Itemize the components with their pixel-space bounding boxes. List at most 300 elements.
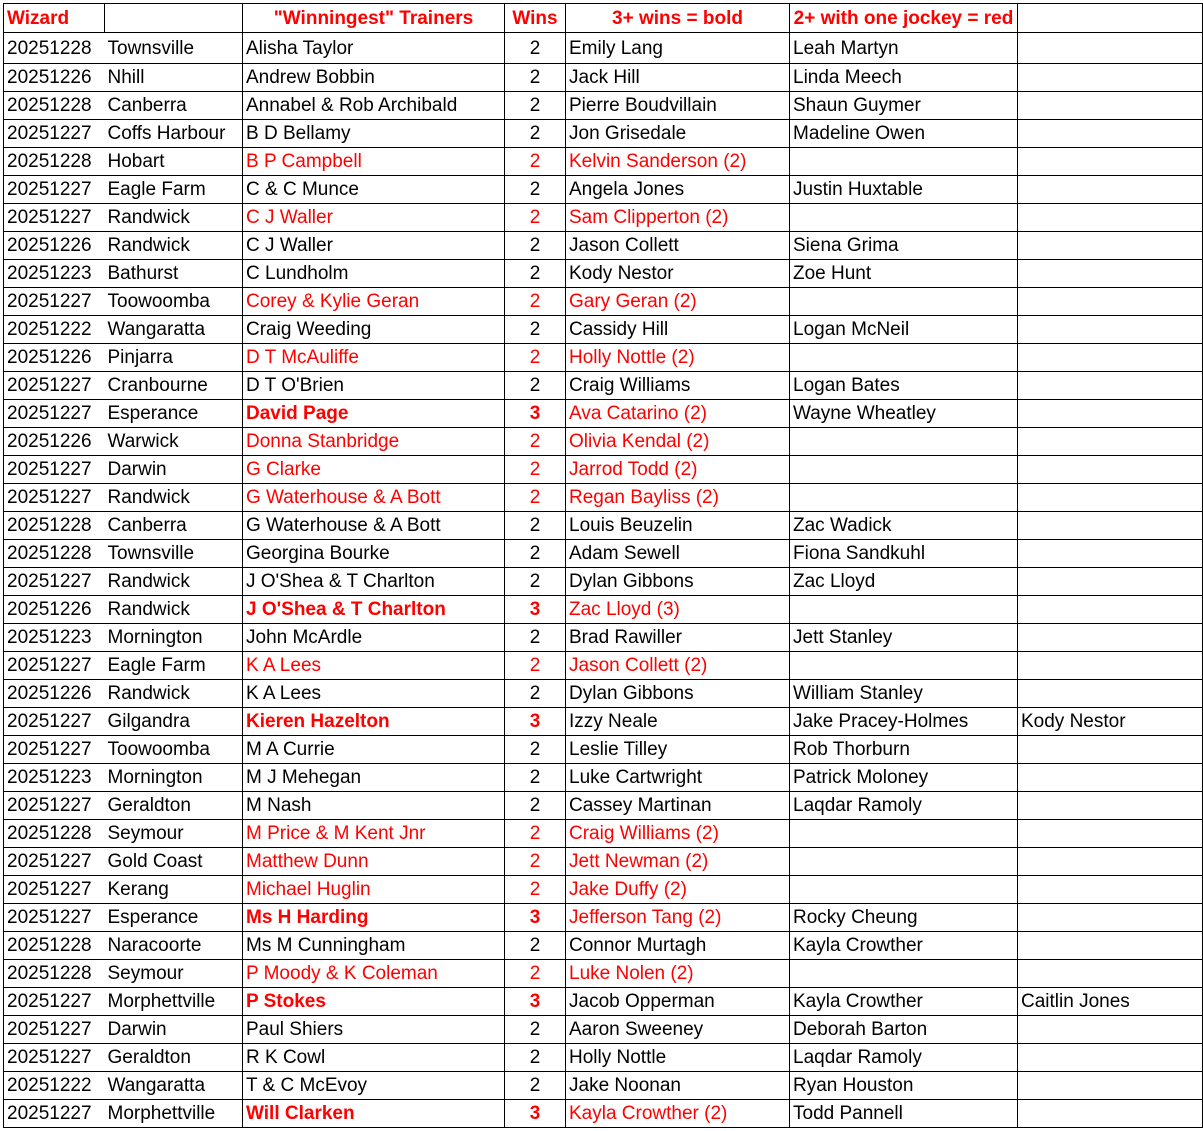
wins-cell: 3	[505, 596, 566, 624]
table-row	[4, 64, 1203, 92]
trainer-cell: Craig Weeding	[243, 316, 505, 344]
wins-cell: 3	[505, 904, 566, 932]
jockey-1-cell: Emily Lang	[566, 33, 790, 64]
date-cell: 20251227	[4, 876, 105, 904]
date-cell: 20251223	[4, 260, 105, 288]
trainer-cell: Ms M Cunningham	[243, 932, 505, 960]
track-cell: Pinjarra	[105, 344, 243, 372]
track-cell: Randwick	[105, 680, 243, 708]
jockey-1-cell: Jake Duffy (2)	[566, 876, 790, 904]
header-trainers: "Winningest" Trainers	[243, 4, 505, 33]
date-cell: 20251222	[4, 1072, 105, 1100]
jockey-1-cell: Olivia Kendal (2)	[566, 428, 790, 456]
jockey-2-cell: Ryan Houston	[790, 1072, 1018, 1100]
jockey-3-cell	[1018, 848, 1203, 876]
wins-cell: 2	[505, 64, 566, 92]
jockey-3-cell	[1018, 736, 1203, 764]
wins-cell: 2	[505, 820, 566, 848]
jockey-1-cell: Jake Noonan	[566, 1072, 790, 1100]
header-red-rule: 2+ with one jockey = red	[790, 4, 1018, 33]
date-cell: 20251227	[4, 176, 105, 204]
trainer-cell: Donna Stanbridge	[243, 428, 505, 456]
header-wizard: Wizard	[4, 4, 105, 33]
jockey-3-cell	[1018, 568, 1203, 596]
jockey-2-cell	[790, 456, 1018, 484]
wins-cell: 2	[505, 148, 566, 176]
date-cell: 20251223	[4, 764, 105, 792]
jockey-2-cell: Laqdar Ramoly	[790, 792, 1018, 820]
track-cell: Darwin	[105, 456, 243, 484]
table-row	[4, 232, 1203, 260]
jockey-3-cell	[1018, 1072, 1203, 1100]
trainer-cell: K A Lees	[243, 680, 505, 708]
jockey-1-cell: Jon Grisedale	[566, 120, 790, 148]
date-cell: 20251223	[4, 624, 105, 652]
track-cell: Morphettville	[105, 988, 243, 1016]
track-cell: Cranbourne	[105, 372, 243, 400]
jockey-3-cell	[1018, 344, 1203, 372]
date-cell: 20251227	[4, 204, 105, 232]
track-cell: Wangaratta	[105, 316, 243, 344]
jockey-2-cell: Logan Bates	[790, 372, 1018, 400]
table-row	[4, 400, 1203, 428]
wins-cell: 2	[505, 428, 566, 456]
jockey-3-cell	[1018, 1044, 1203, 1072]
table-row	[4, 960, 1203, 988]
date-cell: 20251228	[4, 92, 105, 120]
table-row	[4, 1016, 1203, 1044]
jockey-2-cell: Madeline Owen	[790, 120, 1018, 148]
wins-cell: 2	[505, 960, 566, 988]
wins-cell: 3	[505, 1100, 566, 1128]
trainer-cell: G Waterhouse & A Bott	[243, 512, 505, 540]
trainer-cell: M Price & M Kent Jnr	[243, 820, 505, 848]
track-cell: Randwick	[105, 568, 243, 596]
table-row	[4, 120, 1203, 148]
jockey-1-cell: Holly Nottle (2)	[566, 344, 790, 372]
date-cell: 20251227	[4, 372, 105, 400]
table-row	[4, 148, 1203, 176]
jockey-3-cell	[1018, 1100, 1203, 1128]
trainer-cell: M J Mehegan	[243, 764, 505, 792]
track-cell: Bathurst	[105, 260, 243, 288]
table-row	[4, 792, 1203, 820]
date-cell: 20251226	[4, 680, 105, 708]
track-cell: Esperance	[105, 904, 243, 932]
wins-cell: 2	[505, 232, 566, 260]
track-cell: Darwin	[105, 1016, 243, 1044]
date-cell: 20251228	[4, 148, 105, 176]
wins-cell: 2	[505, 372, 566, 400]
table-row	[4, 288, 1203, 316]
table-row	[4, 456, 1203, 484]
track-cell: Kerang	[105, 876, 243, 904]
track-cell: Gold Coast	[105, 848, 243, 876]
trainer-cell: M A Currie	[243, 736, 505, 764]
track-cell: Randwick	[105, 484, 243, 512]
date-cell: 20251228	[4, 512, 105, 540]
date-cell: 20251226	[4, 64, 105, 92]
table-row	[4, 904, 1203, 932]
wins-cell: 2	[505, 1016, 566, 1044]
jockey-1-cell: Cassey Martinan	[566, 792, 790, 820]
wins-cell: 3	[505, 400, 566, 428]
jockey-3-cell	[1018, 92, 1203, 120]
track-cell: Randwick	[105, 232, 243, 260]
trainer-cell: Matthew Dunn	[243, 848, 505, 876]
jockey-1-cell: Regan Bayliss (2)	[566, 484, 790, 512]
trainer-cell: D T O'Brien	[243, 372, 505, 400]
jockey-1-cell: Pierre Boudvillain	[566, 92, 790, 120]
table-row	[4, 92, 1203, 120]
jockey-2-cell: Siena Grima	[790, 232, 1018, 260]
jockey-3-cell	[1018, 260, 1203, 288]
jockey-2-cell	[790, 848, 1018, 876]
jockey-2-cell: Jett Stanley	[790, 624, 1018, 652]
wins-cell: 2	[505, 568, 566, 596]
header-wins: Wins	[505, 4, 566, 33]
jockey-3-cell: Kody Nestor	[1018, 708, 1203, 736]
table-row	[4, 33, 1203, 64]
wins-cell: 2	[505, 288, 566, 316]
jockey-1-cell: Cassidy Hill	[566, 316, 790, 344]
jockey-1-cell: Sam Clipperton (2)	[566, 204, 790, 232]
date-cell: 20251226	[4, 344, 105, 372]
date-cell: 20251227	[4, 120, 105, 148]
wins-cell: 2	[505, 120, 566, 148]
date-cell: 20251228	[4, 960, 105, 988]
jockey-2-cell	[790, 820, 1018, 848]
jockey-3-cell	[1018, 428, 1203, 456]
table-row	[4, 876, 1203, 904]
table-row	[4, 568, 1203, 596]
jockey-3-cell: Caitlin Jones	[1018, 988, 1203, 1016]
trainer-cell: David Page	[243, 400, 505, 428]
wins-cell: 2	[505, 512, 566, 540]
jockey-1-cell: Dylan Gibbons	[566, 680, 790, 708]
jockey-2-cell: William Stanley	[790, 680, 1018, 708]
wins-cell: 2	[505, 932, 566, 960]
date-cell: 20251227	[4, 1016, 105, 1044]
trainer-cell: Ms H Harding	[243, 904, 505, 932]
track-cell: Coffs Harbour	[105, 120, 243, 148]
jockey-2-cell: Leah Martyn	[790, 33, 1018, 64]
trainer-cell: J O'Shea & T Charlton	[243, 568, 505, 596]
jockey-3-cell	[1018, 372, 1203, 400]
trainer-cell: P Stokes	[243, 988, 505, 1016]
jockey-2-cell: Rocky Cheung	[790, 904, 1018, 932]
jockey-2-cell: Kayla Crowther	[790, 932, 1018, 960]
jockey-1-cell: Jack Hill	[566, 64, 790, 92]
track-cell: Townsville	[105, 33, 243, 64]
trainer-cell: C Lundholm	[243, 260, 505, 288]
table-row	[4, 932, 1203, 960]
table-row	[4, 680, 1203, 708]
table-row	[4, 260, 1203, 288]
jockey-2-cell	[790, 484, 1018, 512]
table-row	[4, 1100, 1203, 1128]
trainer-cell: B D Bellamy	[243, 120, 505, 148]
trainer-cell: Annabel & Rob Archibald	[243, 92, 505, 120]
track-cell: Warwick	[105, 428, 243, 456]
trainer-cell: G Clarke	[243, 456, 505, 484]
trainer-cell: Michael Huglin	[243, 876, 505, 904]
track-cell: Geraldton	[105, 792, 243, 820]
wins-cell: 2	[505, 344, 566, 372]
jockey-1-cell: Gary Geran (2)	[566, 288, 790, 316]
header-row	[4, 4, 1203, 33]
date-cell: 20251226	[4, 232, 105, 260]
date-cell: 20251227	[4, 1100, 105, 1128]
date-cell: 20251227	[4, 288, 105, 316]
table-row	[4, 848, 1203, 876]
date-cell: 20251227	[4, 484, 105, 512]
wins-cell: 2	[505, 736, 566, 764]
jockey-2-cell: Linda Meech	[790, 64, 1018, 92]
jockey-2-cell	[790, 876, 1018, 904]
table-row	[4, 344, 1203, 372]
jockey-2-cell: Wayne Wheatley	[790, 400, 1018, 428]
jockey-1-cell: Kayla Crowther (2)	[566, 1100, 790, 1128]
jockey-3-cell	[1018, 64, 1203, 92]
trainer-cell: G Waterhouse & A Bott	[243, 484, 505, 512]
table-row	[4, 540, 1203, 568]
date-cell: 20251227	[4, 568, 105, 596]
jockey-1-cell: Louis Beuzelin	[566, 512, 790, 540]
date-cell: 20251227	[4, 456, 105, 484]
wins-cell: 2	[505, 792, 566, 820]
track-cell: Hobart	[105, 148, 243, 176]
trainer-cell: D T McAuliffe	[243, 344, 505, 372]
jockey-2-cell: Todd Pannell	[790, 1100, 1018, 1128]
date-cell: 20251226	[4, 428, 105, 456]
jockey-3-cell	[1018, 176, 1203, 204]
date-cell: 20251227	[4, 904, 105, 932]
track-cell: Townsville	[105, 540, 243, 568]
jockey-2-cell: Zac Lloyd	[790, 568, 1018, 596]
date-cell: 20251226	[4, 596, 105, 624]
track-cell: Mornington	[105, 764, 243, 792]
trainer-cell: C J Waller	[243, 232, 505, 260]
jockey-1-cell: Jason Collett (2)	[566, 652, 790, 680]
winningest-trainers-table	[3, 3, 1203, 1128]
track-cell: Toowoomba	[105, 288, 243, 316]
trainer-cell: R K Cowl	[243, 1044, 505, 1072]
jockey-1-cell: Craig Williams (2)	[566, 820, 790, 848]
table-row	[4, 512, 1203, 540]
table-row	[4, 652, 1203, 680]
jockey-3-cell	[1018, 204, 1203, 232]
jockey-1-cell: Luke Cartwright	[566, 764, 790, 792]
jockey-3-cell	[1018, 932, 1203, 960]
date-cell: 20251228	[4, 540, 105, 568]
jockey-2-cell: Justin Huxtable	[790, 176, 1018, 204]
jockey-3-cell	[1018, 33, 1203, 64]
track-cell: Nhill	[105, 64, 243, 92]
jockey-2-cell	[790, 288, 1018, 316]
track-cell: Canberra	[105, 512, 243, 540]
track-cell: Gilgandra	[105, 708, 243, 736]
track-cell: Geraldton	[105, 1044, 243, 1072]
jockey-3-cell	[1018, 820, 1203, 848]
track-cell: Wangaratta	[105, 1072, 243, 1100]
jockey-1-cell: Adam Sewell	[566, 540, 790, 568]
jockey-3-cell	[1018, 148, 1203, 176]
track-cell: Toowoomba	[105, 736, 243, 764]
jockey-3-cell	[1018, 764, 1203, 792]
date-cell: 20251227	[4, 988, 105, 1016]
jockey-3-cell	[1018, 316, 1203, 344]
date-cell: 20251227	[4, 708, 105, 736]
date-cell: 20251227	[4, 400, 105, 428]
wins-cell: 2	[505, 624, 566, 652]
jockey-2-cell	[790, 428, 1018, 456]
jockey-3-cell	[1018, 400, 1203, 428]
table-row	[4, 596, 1203, 624]
table-row	[4, 316, 1203, 344]
jockey-3-cell	[1018, 792, 1203, 820]
jockey-2-cell	[790, 960, 1018, 988]
jockey-2-cell: Rob Thorburn	[790, 736, 1018, 764]
jockey-1-cell: Brad Rawiller	[566, 624, 790, 652]
date-cell: 20251228	[4, 33, 105, 64]
trainer-cell: Andrew Bobbin	[243, 64, 505, 92]
jockey-2-cell: Logan McNeil	[790, 316, 1018, 344]
trainer-cell: Alisha Taylor	[243, 33, 505, 64]
trainer-cell: B P Campbell	[243, 148, 505, 176]
trainer-cell: C J Waller	[243, 204, 505, 232]
trainer-cell: M Nash	[243, 792, 505, 820]
wins-cell: 2	[505, 1044, 566, 1072]
track-cell: Naracoorte	[105, 932, 243, 960]
date-cell: 20251227	[4, 848, 105, 876]
track-cell: Seymour	[105, 820, 243, 848]
jockey-1-cell: Leslie Tilley	[566, 736, 790, 764]
jockey-3-cell	[1018, 596, 1203, 624]
header-bold-rule: 3+ wins = bold	[566, 4, 790, 33]
jockey-2-cell	[790, 148, 1018, 176]
jockey-2-cell: Patrick Moloney	[790, 764, 1018, 792]
track-cell: Seymour	[105, 960, 243, 988]
jockey-1-cell: Holly Nottle	[566, 1044, 790, 1072]
header-blank	[105, 4, 243, 33]
jockey-2-cell: Fiona Sandkuhl	[790, 540, 1018, 568]
trainer-cell: Georgina Bourke	[243, 540, 505, 568]
jockey-2-cell: Shaun Guymer	[790, 92, 1018, 120]
trainer-cell: Paul Shiers	[243, 1016, 505, 1044]
wins-cell: 2	[505, 92, 566, 120]
trainer-cell: Will Clarken	[243, 1100, 505, 1128]
wins-cell: 2	[505, 176, 566, 204]
date-cell: 20251227	[4, 1044, 105, 1072]
jockey-1-cell: Luke Nolen (2)	[566, 960, 790, 988]
track-cell: Randwick	[105, 204, 243, 232]
table-row	[4, 708, 1203, 736]
track-cell: Esperance	[105, 400, 243, 428]
jockey-2-cell: Laqdar Ramoly	[790, 1044, 1018, 1072]
table-row	[4, 204, 1203, 232]
jockey-1-cell: Jacob Opperman	[566, 988, 790, 1016]
date-cell: 20251228	[4, 932, 105, 960]
trainer-cell: Kieren Hazelton	[243, 708, 505, 736]
wins-cell: 2	[505, 540, 566, 568]
jockey-3-cell	[1018, 904, 1203, 932]
track-cell: Eagle Farm	[105, 652, 243, 680]
trainer-cell: J O'Shea & T Charlton	[243, 596, 505, 624]
jockey-2-cell: Kayla Crowther	[790, 988, 1018, 1016]
jockey-1-cell: Connor Murtagh	[566, 932, 790, 960]
jockey-2-cell: Zac Wadick	[790, 512, 1018, 540]
date-cell: 20251222	[4, 316, 105, 344]
jockey-3-cell	[1018, 680, 1203, 708]
jockey-2-cell: Deborah Barton	[790, 1016, 1018, 1044]
table-row	[4, 764, 1203, 792]
jockey-3-cell	[1018, 1016, 1203, 1044]
jockey-3-cell	[1018, 512, 1203, 540]
jockey-2-cell: Jake Pracey-Holmes	[790, 708, 1018, 736]
jockey-1-cell: Angela Jones	[566, 176, 790, 204]
trainer-cell: C & C Munce	[243, 176, 505, 204]
wins-cell: 2	[505, 1072, 566, 1100]
table-row	[4, 988, 1203, 1016]
jockey-1-cell: Izzy Neale	[566, 708, 790, 736]
jockey-1-cell: Kody Nestor	[566, 260, 790, 288]
jockey-3-cell	[1018, 540, 1203, 568]
jockey-3-cell	[1018, 484, 1203, 512]
jockey-3-cell	[1018, 232, 1203, 260]
wins-cell: 2	[505, 260, 566, 288]
jockey-2-cell	[790, 204, 1018, 232]
trainer-cell: John McArdle	[243, 624, 505, 652]
jockey-1-cell: Jett Newman (2)	[566, 848, 790, 876]
track-cell: Morphettville	[105, 1100, 243, 1128]
jockey-2-cell	[790, 344, 1018, 372]
jockey-1-cell: Aaron Sweeney	[566, 1016, 790, 1044]
jockey-1-cell: Ava Catarino (2)	[566, 400, 790, 428]
wins-cell: 2	[505, 680, 566, 708]
jockey-1-cell: Craig Williams	[566, 372, 790, 400]
jockey-3-cell	[1018, 456, 1203, 484]
date-cell: 20251227	[4, 652, 105, 680]
jockey-1-cell: Jefferson Tang (2)	[566, 904, 790, 932]
jockey-1-cell: Jason Collett	[566, 232, 790, 260]
header-blank-2	[1018, 4, 1203, 33]
table-row	[4, 1044, 1203, 1072]
wins-cell: 2	[505, 33, 566, 64]
jockey-1-cell: Zac Lloyd (3)	[566, 596, 790, 624]
table-row	[4, 1072, 1203, 1100]
track-cell: Canberra	[105, 92, 243, 120]
jockey-3-cell	[1018, 288, 1203, 316]
jockey-2-cell	[790, 652, 1018, 680]
wins-cell: 2	[505, 876, 566, 904]
track-cell: Eagle Farm	[105, 176, 243, 204]
date-cell: 20251227	[4, 736, 105, 764]
table-row	[4, 484, 1203, 512]
date-cell: 20251228	[4, 820, 105, 848]
jockey-1-cell: Dylan Gibbons	[566, 568, 790, 596]
wins-cell: 3	[505, 988, 566, 1016]
wins-cell: 2	[505, 484, 566, 512]
jockey-3-cell	[1018, 652, 1203, 680]
wins-cell: 2	[505, 204, 566, 232]
jockey-3-cell	[1018, 624, 1203, 652]
table-row	[4, 372, 1203, 400]
table-row	[4, 736, 1203, 764]
jockey-2-cell	[790, 596, 1018, 624]
wins-cell: 3	[505, 708, 566, 736]
trainer-cell: T & C McEvoy	[243, 1072, 505, 1100]
